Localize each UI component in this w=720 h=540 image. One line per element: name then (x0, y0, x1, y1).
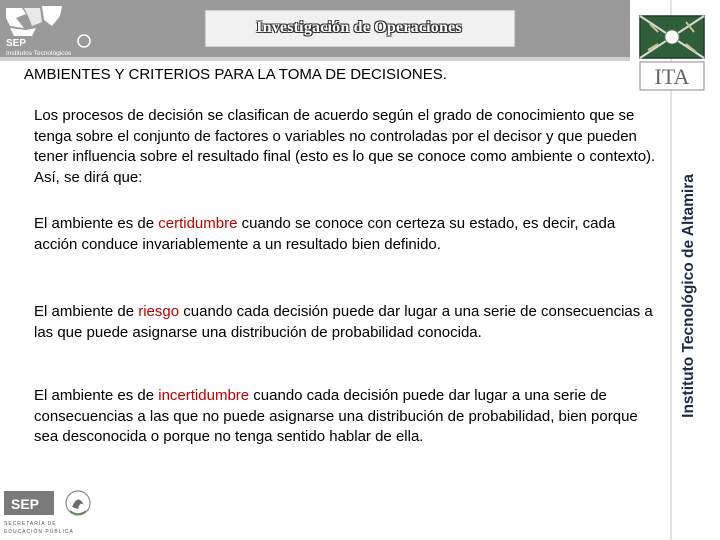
sep-logo-bottom-name: SEP (11, 496, 40, 512)
keyword-riesgo: riesgo (138, 303, 180, 320)
sep-logo-top (2, 4, 102, 56)
ita-crest-text: ITA (654, 64, 690, 89)
institution-vertical-label: Instituto Tecnológico de Altamira (680, 174, 697, 418)
sep-caption-line1: SECRETARÍA DE (4, 521, 57, 527)
paragraph-incertidumbre-pre: El ambiente es de (34, 387, 159, 404)
paragraph-riesgo-pre: El ambiente de (34, 303, 139, 320)
side-text-wrap (669, 160, 709, 432)
paragraph-certidumbre (34, 214, 662, 255)
page-title: Investigación de Operaciones (256, 19, 462, 36)
sep-logo-bottom (2, 487, 96, 537)
sep-logo-top-name: SEP (6, 38, 27, 49)
gear-icon (665, 30, 679, 44)
header-stripe (0, 57, 630, 61)
paragraph-riesgo-post: cuando cada decisión puede dar lugar a una serie de consecuencias a las que puede asignarse una distribución de probabilidad conocida. (34, 303, 653, 341)
keyword-certidumbre: certidumbre (158, 215, 238, 232)
sep-emblem-icon (6, 6, 62, 36)
slide-heading: AMBIENTES Y CRITERIOS PARA LA TOMA DE DECISIONES. (24, 66, 447, 83)
paragraph-certidumbre-post: cuando se conoce con certeza su estado, es decir, cada acción conduce invariablemente a un resultado bien definido. (34, 215, 616, 253)
paragraph-certidumbre-pre: El ambiente es de (34, 215, 159, 232)
sep-caption-line2: EDUCACIÓN PÚBLICA (4, 529, 74, 535)
sep-logo-top-caption: Institutos Tecnológicos (6, 50, 72, 56)
paragraph-intro (34, 106, 662, 188)
ita-crest-logo (636, 12, 708, 94)
paragraph-incertidumbre (34, 386, 662, 448)
paragraph-incertidumbre-post: cuando cada decisión puede dar lugar a una serie de consecuencias a las que no puede asignarse una distribución de probabilidad, bien porque sea desconocida o porque no tenga sentido hablar de ella. (34, 387, 638, 445)
tecnologicos-seal-icon (78, 35, 90, 47)
keyword-incertidumbre: incertidumbre (158, 387, 250, 404)
paragraph-riesgo (34, 302, 662, 343)
paragraph-intro-text: Los procesos de decisión se clasifican de acuerdo según el grado de conocimiento que se tenga sobre el conjunto de factores o variables no controladas por el decisor y que pueden tener influencia sobre el resultado final (esto es lo que se conoce como ambiente o contexto). Así, se dirá que: (34, 107, 656, 186)
